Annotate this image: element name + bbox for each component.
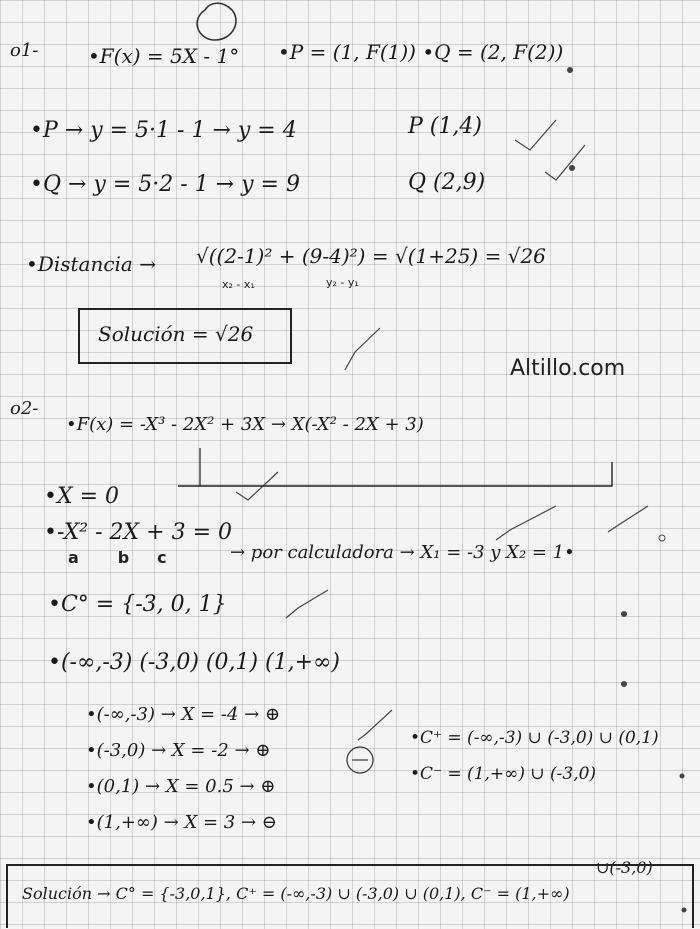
- ex1-p-point: P (1,4): [408, 114, 482, 139]
- ex2-intervals: •(-∞,-3) (-3,0) (0,1) (1,+∞): [48, 650, 340, 675]
- ex1-q-calculation: •Q → y = 5·2 - 1 → y = 9: [30, 172, 300, 197]
- checkmark-icon: [608, 506, 648, 532]
- ex1-points: •P = (1, F(1)) •Q = (2, F(2)): [278, 40, 564, 64]
- ex2-positive-set: •C⁺ = (-∞,-3) ∪ (-3,0) ∪ (0,1): [410, 728, 659, 748]
- ex2-extra-note: ∪(-3,0): [596, 858, 653, 877]
- ex2-final-solution: Solución → C° = {-3,0,1}, C⁺ = (-∞,-3) ∪ (-3,0) ∪ (0,1), C⁻ = (1,+∞): [22, 884, 570, 903]
- factor-bracket: [178, 462, 612, 486]
- pen-dot: [682, 908, 687, 913]
- checkmark-icon: [286, 590, 328, 618]
- ex1-y-subscript-note: y₂ - y₁: [326, 276, 359, 289]
- exercise-1-number: o1-: [10, 40, 39, 61]
- ex2-test-row: •(0,1) → X = 0.5 → ⊕: [86, 776, 276, 797]
- pen-dot: [680, 774, 685, 779]
- exercise-2-number: o2-: [10, 398, 39, 419]
- ex2-root-zero: •X = 0: [44, 484, 120, 509]
- scribble-mark: [197, 3, 236, 40]
- pen-dot: [569, 165, 575, 171]
- ex2-function: •F(x) = -X³ - 2X² + 3X → X(-X² - 2X + 3): [66, 414, 424, 435]
- ex1-q-point: Q (2,9): [408, 170, 486, 195]
- ex2-quadratic: •-X² - 2X + 3 = 0: [44, 520, 233, 545]
- checkmark-icon: [496, 506, 556, 540]
- checkmark-icon: [345, 328, 380, 370]
- ex2-test-row: •(-∞,-3) → X = -4 → ⊕: [86, 704, 281, 725]
- ex1-distance-formula: √((2-1)² + (9-4)²) = √(1+25) = √26: [196, 244, 546, 268]
- ex2-test-row: •(-3,0) → X = -2 → ⊕: [86, 740, 271, 761]
- pen-dot: [659, 535, 665, 541]
- pen-dot: [621, 681, 627, 687]
- checkmark-icon: [358, 710, 392, 740]
- ex1-p-calculation: •P → y = 5·1 - 1 → y = 4: [30, 118, 297, 143]
- ex2-coefficient-labels: a b c: [68, 548, 167, 567]
- ex2-calculator-result: → por calculadora → X₁ = -3 y X₂ = 1•: [230, 542, 575, 563]
- ex2-zeros-set: •C° = {-3, 0, 1}: [48, 592, 227, 617]
- checkmark-icon: [515, 120, 556, 150]
- ex1-x-subscript-note: x₂ - x₁: [222, 278, 255, 291]
- ex1-distance-label: •Distancia →: [26, 252, 156, 276]
- ex1-function: •F(x) = 5X - 1°: [88, 44, 240, 68]
- pen-dot: [621, 611, 627, 617]
- ex2-negative-set: •C⁻ = (1,+∞) ∪ (-3,0): [410, 764, 597, 784]
- ex2-test-row: •(1,+∞) → X = 3 → ⊖: [86, 812, 277, 833]
- pen-dot: [567, 67, 573, 73]
- watermark: Altillo.com: [510, 356, 626, 381]
- checkmark-icon: [545, 145, 585, 180]
- ex1-solution-text: Solución = √26: [98, 322, 254, 346]
